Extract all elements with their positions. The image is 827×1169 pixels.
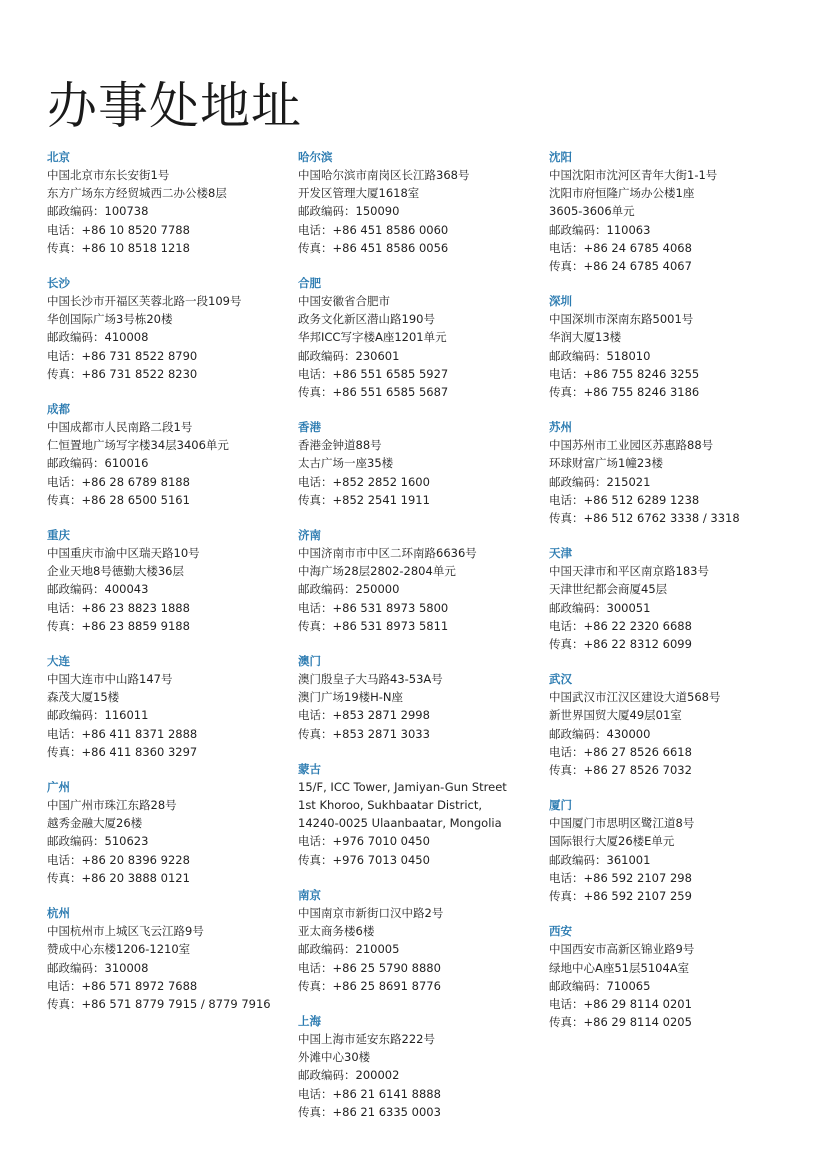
office-address-line: 电话：+86 551 6585 5927 [298,366,449,381]
office-city-heading: 北京 [47,150,70,164]
office-city-heading: 成都 [47,402,70,417]
office-address-line: 电话：+86 20 8396 9228 [47,852,190,867]
office-address-line: 传真：+86 27 8526 7032 [549,763,692,778]
office-address-line: 传真：+86 20 3888 0121 [47,870,190,885]
office-address-line: 电话：+86 10 8520 7788 [47,222,190,237]
office-entry [549,292,819,401]
office-address-line: 电话：+86 592 2107 298 [549,870,692,885]
office-address-line: 电话：+86 571 8972 7688 [47,978,198,993]
office-address-line: 电话：+86 24 6785 4068 [549,240,692,255]
office-address-line: 中国武汉市江汉区建设大道568号 [549,690,721,705]
office-address-line: 14240-0025 Ulaanbaatar, Mongolia [298,816,502,831]
office-address-line: 中海广场28层2802-2804单元 [298,564,456,579]
office-city-heading: 广州 [47,780,70,795]
office-address-line: 传真：+86 755 8246 3186 [549,385,700,400]
office-address-line: 森茂大厦15楼 [47,690,120,705]
office-address-line: 中国厦门市思明区鹭江道8号 [549,816,695,831]
office-address-line: 环球财富广场1幢23楼 [549,456,663,471]
office-address-line: 3605-3606单元 [549,204,635,219]
office-city-heading: 杭州 [47,906,70,921]
office-address-line: 传真：+86 451 8586 0056 [298,240,449,255]
office-entry [47,778,287,887]
office-address-line: 中国深圳市深南东路5001号 [549,312,694,327]
office-address-line: 传真：+86 28 6500 5161 [47,492,190,507]
office-address-line: 国际银行大厦26楼E单元 [549,834,675,849]
office-city-heading: 重庆 [47,528,70,543]
office-address-line: 华创国际广场3号栋20楼 [47,312,173,327]
office-entry [549,418,819,527]
office-city-heading: 济南 [298,528,321,543]
office-address-line: 邮政编码：310008 [47,960,149,975]
office-address-line: 传真：+86 731 8522 8230 [47,366,198,381]
office-address-line: 邮政编码：510623 [47,834,149,849]
office-address-line: 传真：+86 512 6762 3338 / 3318 [549,511,740,526]
office-address-line: 电话：+86 28 6789 8188 [47,474,190,489]
office-address-line: 邮政编码：215021 [549,474,651,489]
office-address-line: 中国上海市延安东路222号 [298,1031,435,1046]
office-city-heading: 深圳 [549,294,572,309]
office-address-line: 邮政编码：410008 [47,330,149,345]
office-address-line: 1st Khoroo, Sukhbaatar District, [298,798,483,813]
office-address-line: 仁恒置地广场写字楼34层3406单元 [47,438,229,453]
office-address-line: 邮政编码：150090 [298,204,400,219]
office-address-line: 中国广州市珠江东路28号 [47,798,177,813]
office-address-line: 政务文化新区潜山路190号 [298,312,435,327]
office-entry [47,652,287,761]
office-address-line: 中国长沙市开福区芙蓉北路一段109号 [47,294,242,309]
office-address-line: 电话：+86 25 5790 8880 [298,960,441,975]
office-address-line: 中国苏州市工业园区苏惠路88号 [549,438,714,453]
office-entry [298,760,538,869]
office-address-line: 邮政编码：430000 [549,726,651,741]
office-address-line: 邮政编码：518010 [549,348,651,363]
office-column-3 [549,148,819,1048]
office-city-heading: 天津 [549,546,572,561]
office-city-heading: 合肥 [298,276,321,291]
office-address-line: 电话：+86 21 6141 8888 [298,1086,441,1101]
office-address-line: 香港金钟道88号 [298,438,382,453]
office-address-line: 电话：+976 7010 0450 [298,834,430,849]
office-city-heading: 上海 [298,1013,321,1028]
page-title: 办事处地址 [47,77,302,135]
office-address-line: 绿地中心A座51层5104A室 [549,960,690,975]
office-address-line: 电话：+86 29 8114 0201 [549,996,692,1011]
office-address-line: 电话：+86 23 8823 1888 [47,600,190,615]
office-address-line: 中国大连市中山路147号 [47,672,173,687]
office-entry [47,526,287,635]
office-entry [549,796,819,905]
office-entry [47,274,287,383]
office-address-line: 东方广场东方经贸城西二办公楼8层 [47,186,227,201]
office-address-line: 中国西安市高新区锦业路9号 [549,942,695,957]
office-address-line: 中国哈尔滨市南岗区长江路368号 [298,168,470,182]
office-address-line: 传真：+86 571 8779 7915 / 8779 7916 [47,996,271,1011]
office-address-line: 电话：+86 27 8526 6618 [549,744,692,759]
office-address-line: 邮政编码：300051 [549,600,651,615]
office-city-heading: 苏州 [549,420,572,435]
office-address-line: 开发区管理大厦1618室 [298,186,420,201]
office-address-line: 企业天地8号德勤大楼36层 [47,564,184,579]
office-entry [298,418,538,509]
office-address-line: 澳门广场19楼H-N座 [298,690,404,705]
office-column-1 [47,148,287,1030]
office-address-line: 电话：+86 411 8371 2888 [47,726,198,741]
office-address-line: 电话：+86 512 6289 1238 [549,492,700,507]
office-address-line: 中国重庆市渝中区瑞天路10号 [47,546,200,561]
office-address-line: 华润大厦13楼 [549,330,622,345]
office-address-line: 赞成中心东楼1206-1210室 [47,942,191,957]
office-address-line: 邮政编码：361001 [549,852,651,867]
office-address-line: 邮政编码：110063 [549,222,651,237]
office-city-heading: 大连 [47,654,70,669]
office-column-2 [298,148,538,1138]
office-city-heading: 西安 [549,924,572,939]
office-address-line: 天津世纪都会商厦45层 [549,582,668,597]
office-address-line: 电话：+86 531 8973 5800 [298,600,449,615]
office-entry [47,400,287,509]
office-address-line: 邮政编码：200002 [298,1068,400,1083]
office-address-line: 传真：+853 2871 3033 [298,726,430,741]
office-address-line: 亚太商务楼6楼 [298,924,375,939]
office-address-line: 邮政编码：230601 [298,348,400,363]
office-city-heading: 香港 [298,420,321,435]
office-city-heading: 澳门 [298,654,321,669]
office-address-line: 电话：+86 755 8246 3255 [549,366,700,381]
office-address-line: 太古广场一座35楼 [298,456,394,471]
office-address-line: 传真：+86 24 6785 4067 [549,259,692,274]
office-address-line: 中国安徽省合肥市 [298,294,390,309]
office-address-line: 越秀金融大厦26楼 [47,816,143,831]
office-address-line: 中国沈阳市沈河区青年大街1-1号 [549,168,718,182]
office-address-line: 中国南京市新街口汉中路2号 [298,905,444,920]
office-address-line: 华邦ICC写字楼A座1201单元 [298,330,447,345]
office-address-line: 传真：+86 551 6585 5687 [298,385,449,400]
office-entry [47,148,287,257]
office-address-line: 外滩中心30楼 [298,1050,371,1065]
office-address-line: 传真：+976 7013 0450 [298,852,430,867]
office-address-line: 传真：+86 411 8360 3297 [47,744,198,759]
office-address-line: 电话：+86 731 8522 8790 [47,348,198,363]
office-entry [298,148,538,257]
office-address-line: 中国杭州市上城区飞云江路9号 [47,924,204,939]
office-address-line: 新世界国贸大厦49层01室 [549,708,682,723]
office-address-line: 中国天津市和平区南京路183号 [549,564,709,579]
office-address-line: 传真：+852 2541 1911 [298,492,430,507]
office-address-line: 传真：+86 531 8973 5811 [298,618,449,633]
office-entry [549,544,819,653]
office-address-line: 电话：+86 451 8586 0060 [298,222,449,237]
office-city-heading: 沈阳 [549,150,572,164]
office-entry [298,652,538,743]
office-entry [298,526,538,635]
office-address-line: 传真：+86 22 8312 6099 [549,637,692,652]
office-address-line: 电话：+852 2852 1600 [298,474,430,489]
office-address-line: 传真：+86 592 2107 259 [549,889,692,904]
office-address-line: 电话：+853 2871 2998 [298,708,430,723]
office-address-line: 传真：+86 29 8114 0205 [549,1015,692,1030]
office-address-line: 邮政编码：400043 [47,582,149,597]
office-city-heading: 蒙古 [298,761,321,776]
office-entry [549,148,819,275]
office-address-line: 邮政编码：250000 [298,582,400,597]
office-address-line: 传真：+86 23 8859 9188 [47,618,190,633]
office-address-line: 传真：+86 10 8518 1218 [47,240,190,255]
office-address-line: 邮政编码：710065 [549,978,651,993]
office-city-heading: 哈尔滨 [298,150,333,164]
office-entry [298,274,538,401]
office-city-heading: 厦门 [549,798,572,813]
office-address-line: 中国成都市人民南路二段1号 [47,420,193,435]
office-address-line: 邮政编码：610016 [47,456,149,471]
office-address-line: 中国北京市东长安街1号 [47,168,170,182]
office-address-line: 传真：+86 21 6335 0003 [298,1104,441,1119]
office-address-line: 中国济南市市中区二环南路6636号 [298,546,477,561]
office-city-heading: 武汉 [549,672,572,687]
office-address-line: 邮政编码：210005 [298,942,400,957]
office-address-line: 电话：+86 22 2320 6688 [549,618,692,633]
office-address-line: 传真：+86 25 8691 8776 [298,978,441,993]
office-address-line: 沈阳市府恒隆广场办公楼1座 [549,186,695,201]
office-entry [549,922,819,1031]
office-entry [549,670,819,779]
office-entry [298,886,538,995]
office-entry [298,1012,538,1121]
office-address-line: 澳门殷皇子大马路43-53A号 [298,672,443,687]
office-address-line: 邮政编码：116011 [47,708,149,723]
office-entry [47,904,287,1013]
office-city-heading: 长沙 [47,276,70,291]
office-address-line: 邮政编码：100738 [47,204,149,219]
office-city-heading: 南京 [298,887,321,902]
office-address-line: 15/F, ICC Tower, Jamiyan-Gun Street [298,779,507,794]
